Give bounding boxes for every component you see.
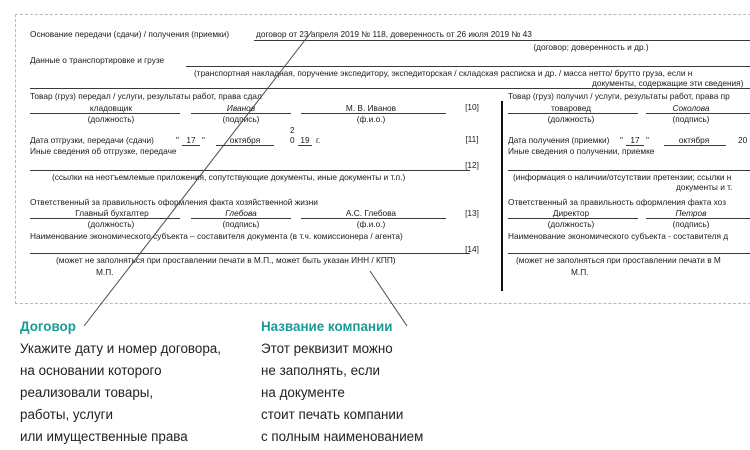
ship-date-day: 17	[186, 135, 196, 145]
caption-company	[261, 316, 423, 448]
caption-contract-line: реализовали товары,	[20, 385, 154, 400]
caption-company-line: стоит печать компании	[261, 407, 404, 422]
ship-date-quote-open: "	[176, 135, 179, 145]
right-mp: М.П.	[571, 267, 589, 277]
transport-hint-2: документы, содержащие эти сведения)	[592, 78, 744, 88]
mark-11: [11]	[465, 134, 479, 144]
recv-date-quote-close: "	[646, 135, 649, 145]
caption-contract-line: или имущественные права	[20, 429, 188, 444]
right-resp-signature-hint: (подпись)	[672, 219, 710, 229]
right-resp-position-hint: (должность)	[547, 219, 595, 229]
left-resp-label: Ответственный за правильность оформления факта хозяйственной жизни	[30, 197, 318, 207]
left-entity-label: Наименование экономического субъекта – составителя документа (в т.ч. комиссионера / агента)	[30, 231, 403, 241]
ship-date-year-unit: г.	[316, 135, 321, 145]
caption-contract-line: работы, услуги	[20, 407, 114, 422]
left-resp-signature: Глебова	[225, 208, 257, 218]
right-entity-hint: (может не заполняться при проставлении печати в М	[516, 255, 721, 265]
right-position: товаровед	[550, 103, 592, 113]
right-position-hint: (должность)	[547, 114, 595, 124]
right-other-hint-2: документы и т.	[676, 182, 733, 192]
left-other-label: Иные сведения об отгрузке, передаче	[30, 146, 177, 156]
left-other-hint: (ссылки на неотъемлемые приложения, сопутствующие документы, иные документы и т.п.)	[52, 172, 406, 182]
left-signature-hint: (подпись)	[222, 114, 260, 124]
left-goods-label: Товар (груз) передал / услуги, результаты работ, права сдал	[30, 91, 262, 101]
left-resp-position-hint: (должность)	[87, 219, 135, 229]
left-resp-signature-hint: (подпись)	[222, 219, 260, 229]
recv-date-month: октября	[678, 135, 710, 145]
caption-contract-title: Договор	[20, 319, 76, 334]
right-resp-label: Ответственный за правильность оформления факта хоз	[508, 197, 726, 207]
right-other-label: Иные сведения о получении, приемке	[508, 146, 655, 156]
left-name: М. В. Иванов	[345, 103, 397, 113]
ship-date-year-mid: 0	[290, 135, 295, 145]
right-entity-label: Наименование экономического субъекта - составителя д	[508, 231, 729, 241]
mark-14: [14]	[465, 244, 479, 254]
left-name-hint: (ф.и.о.)	[356, 114, 386, 124]
caption-company-line: Этот реквизит можно	[261, 341, 393, 356]
left-resp-position: Главный бухгалтер	[75, 208, 149, 218]
mark-12: [12]	[465, 160, 479, 170]
caption-company-line: не заполнять, если	[261, 363, 380, 378]
caption-company-line: с полным наименованием	[261, 429, 424, 444]
caption-company-title: Название компании	[261, 319, 393, 334]
left-signature: Иванов	[226, 103, 256, 113]
right-goods-label: Товар (груз) получил / услуги, результаты работ, права пр	[508, 91, 730, 101]
left-mp: М.П.	[96, 267, 114, 277]
recv-date-day: 17	[630, 135, 640, 145]
callout-line-contract	[84, 31, 312, 326]
basis-label: Основание передачи (сдачи) / получения (приемки)	[30, 29, 230, 39]
recv-date-quote-open: "	[620, 135, 623, 145]
caption-contract-line: на основании которого	[20, 363, 162, 378]
right-resp-signature: Петров	[675, 208, 707, 218]
left-year-prefix: 2	[290, 125, 295, 135]
mark-13: [13]	[465, 208, 479, 218]
right-resp-position: Директор	[552, 208, 590, 218]
right-signature: Соколова	[672, 103, 710, 113]
basis-value: договор от 23 апреля 2019 № 118, доверенность от 26 июля 2019 № 43	[256, 29, 532, 39]
left-position-hint: (должность)	[87, 114, 135, 124]
caption-contract	[20, 316, 221, 448]
left-entity-hint: (может не заполняться при проставлении печати в М.П., может быть указан ИНН / КПП)	[56, 255, 396, 265]
transport-hint-1: (транспортная накладная, поручение экспедитору, экспедиторская / складская расписка и др. / масса нетто/ брутто груза, если н	[194, 68, 693, 78]
ship-date-year-suffix: 19	[300, 135, 310, 145]
left-position: кладовщик	[89, 103, 133, 113]
recv-date-label: Дата получения (приемки)	[508, 135, 610, 145]
ship-date-month: октября	[229, 135, 261, 145]
mark-10: [10]	[465, 102, 479, 112]
ship-date-label: Дата отгрузки, передачи (сдачи)	[30, 135, 154, 145]
caption-company-line: на документе	[261, 385, 345, 400]
right-other-hint-1: (информация о наличии/отсутствии претензии; ссылки н	[513, 172, 732, 182]
recv-date-year: 20	[738, 135, 748, 145]
caption-contract-line: Укажите дату и номер договора,	[20, 341, 221, 356]
transport-label: Данные о транспортировке и грузе	[30, 55, 165, 65]
left-resp-name-hint: (ф.и.о.)	[356, 219, 386, 229]
ship-date-quote-close: "	[202, 135, 205, 145]
right-signature-hint: (подпись)	[672, 114, 710, 124]
basis-hint: (договор; доверенность и др.)	[533, 42, 649, 52]
left-resp-name: А.С. Глебова	[345, 208, 397, 218]
